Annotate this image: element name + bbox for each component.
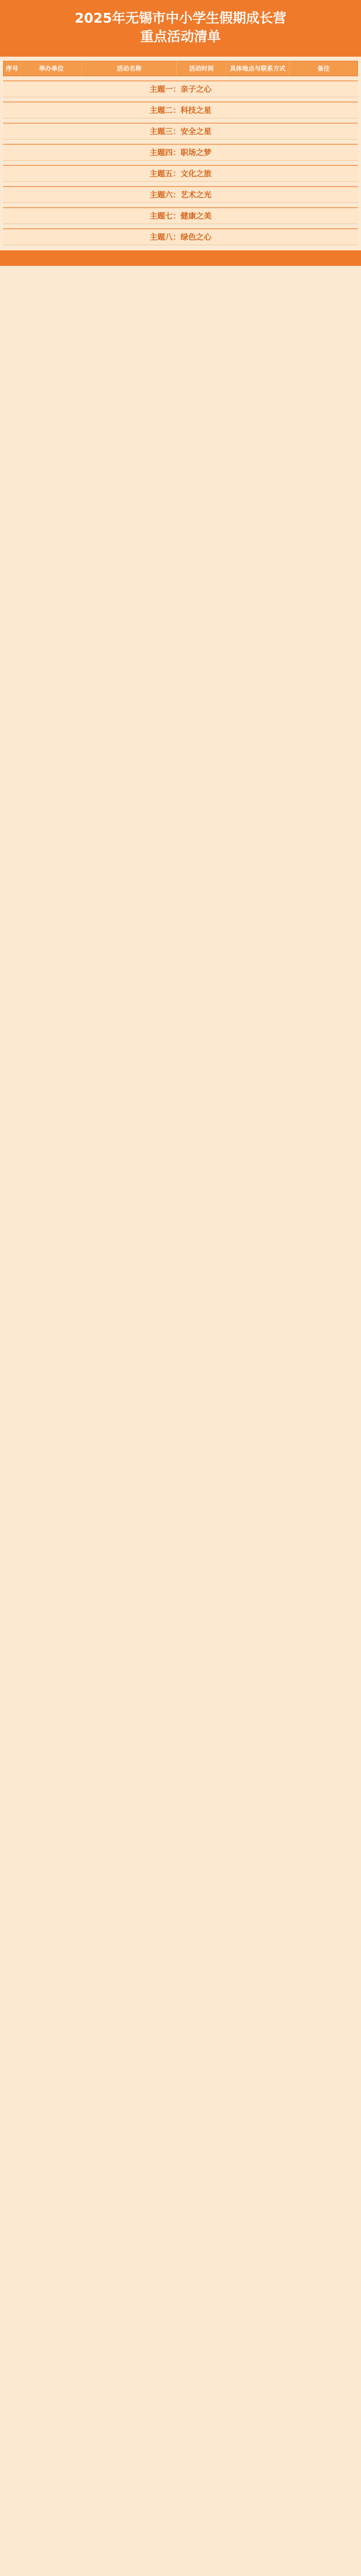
section-title: 主题六：艺术之光 [3,186,358,203]
section-title: 主题七：健康之美 [3,207,358,224]
section-title: 主题五：文化之旅 [3,165,358,182]
activity-table [0,57,361,245]
table-header-row [3,61,358,76]
table-header-notes: 备注 [289,61,358,76]
table-sections [3,80,358,245]
table-header-organizer: 举办单位 [21,61,82,76]
page-title: 2025年无锡市中小学生假期成长营 [74,11,287,26]
bottom-strip [0,250,361,266]
table-header-activity: 活动名称 [82,61,177,76]
table-header-time: 活动时间 [177,61,226,76]
table-header-location-contact: 具体地点与联系方式 [226,61,289,76]
section-title: 主题八：绿色之心 [3,228,358,245]
banner [0,0,361,57]
section-title: 主题二：科技之星 [3,101,358,118]
page-subtitle: 重点活动清单 [140,29,221,45]
section-title: 主题三：安全之星 [3,123,358,140]
table-header-index: 序号 [4,61,21,76]
section-title: 主题四：职场之梦 [3,144,358,161]
section-title: 主题一：亲子之心 [3,80,358,97]
